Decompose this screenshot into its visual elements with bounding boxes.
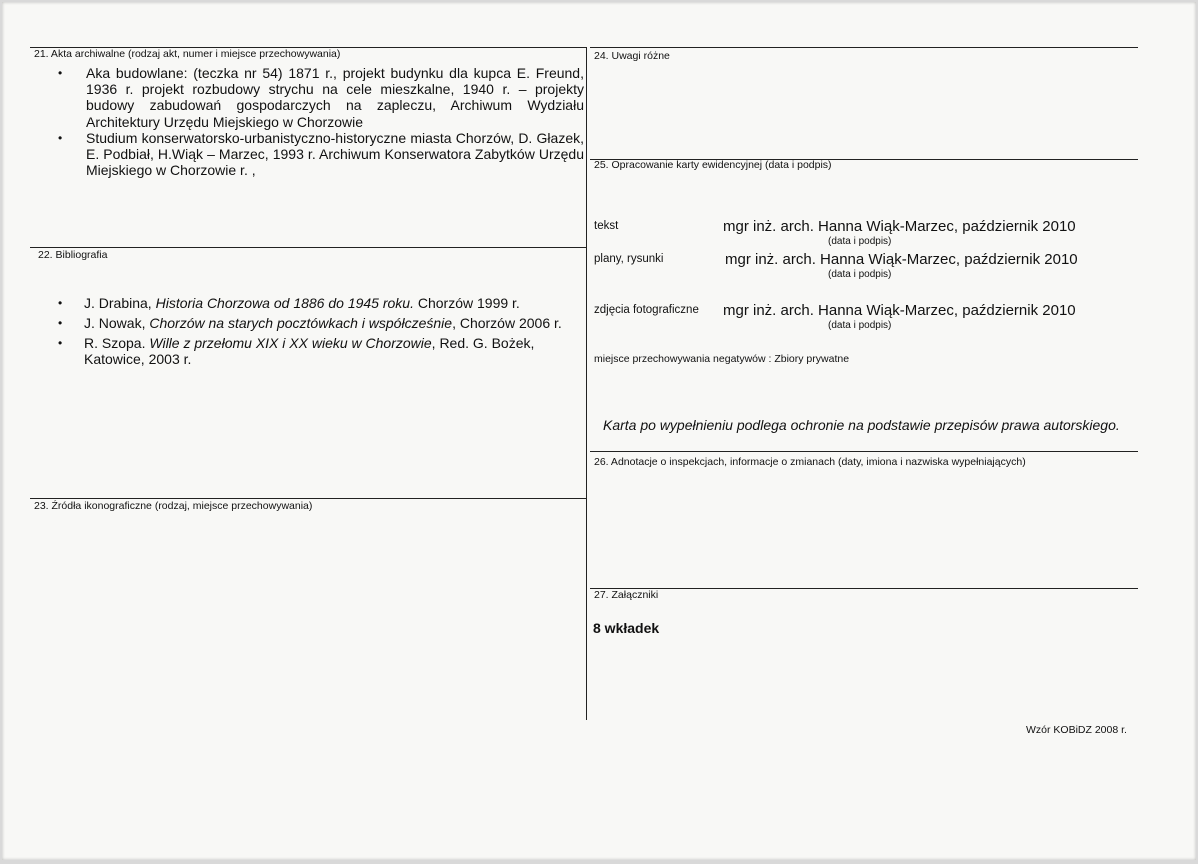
bullet: • [58, 336, 63, 350]
bib-details: Chorzów 1999 r. [413, 295, 520, 311]
bibliography-item-1 [84, 295, 520, 311]
bib-details: , Chorzów 2006 r. [452, 315, 562, 331]
bibliography-item-3 [84, 335, 534, 367]
bib-details: , Red. G. Bożek, [431, 335, 535, 351]
archive-item-2: Studium konserwatorsko-urbanistyczno-historyczne miasta Chorzów, D. Głazek, E. Podbiał, H.Wiąk – Marzec, 1993 r. Archiwum Konserwatora Zabytków Urzędu Miejskiego w Chorzowie r. , [86, 130, 584, 179]
divider-23 [30, 498, 586, 499]
record-card-sheet [2, 2, 1196, 860]
bib-author: J. Nowak, [84, 315, 150, 331]
row-label-text: tekst [594, 220, 619, 232]
row-label-photos: zdjęcia fotograficzne [594, 304, 699, 316]
row-label-plans: plany, rysunki [594, 253, 664, 265]
bullet: • [58, 316, 63, 330]
section-25-label: 25. Opracowanie karty ewidencyjnej (data i podpis) [594, 159, 832, 171]
section-23-label: 23. Źródła ikonograficzne (rodzaj, miejsce przechowywania) [34, 500, 313, 512]
row-value-text: mgr inż. arch. Hanna Wiąk-Marzec, październik 2010 [723, 218, 1076, 235]
row-value-photos: mgr inż. arch. Hanna Wiąk-Marzec, październik 2010 [723, 302, 1076, 319]
section-22-label: 22. Bibliografia [38, 249, 108, 261]
row-note-plans: (data i podpis) [828, 269, 892, 280]
bib-author: R. Szopa. [84, 335, 150, 351]
negatives-value: Zbiory prywatne [774, 353, 850, 365]
row-note-photos: (data i podpis) [828, 320, 892, 331]
copyright-notice: Karta po wypełnieniu podlega ochronie na podstawie przepisów prawa autorskiego. [603, 417, 1120, 433]
bib-title: Historia Chorzowa od 1886 do 1945 roku. [155, 295, 414, 311]
divider-vertical [586, 47, 587, 720]
bibliography-item-2 [84, 315, 562, 331]
bib-title: Wille z przełomu XIX i XX wieku w Chorzowie [149, 335, 432, 351]
row-value-plans: mgr inż. arch. Hanna Wiąk-Marzec, październik 2010 [725, 251, 1078, 268]
bullet: • [58, 66, 63, 80]
attachments-value: 8 wkładek [593, 620, 660, 636]
bib-author: J. Drabina, [84, 295, 156, 311]
bullet: • [58, 131, 63, 145]
section-21-label: 21. Akta archiwalne (rodzaj akt, numer i miejsce przechowywania) [34, 48, 341, 60]
negatives-label: miejsce przechowywania negatywów : [594, 353, 772, 365]
archive-item-1: Aka budowlane: (teczka nr 54) 1871 r., projekt budynku dla kupca E. Freund, 1936 r. projekt rozbudowy strychu na cele mieszkalne, 1940 r. – projekty budowy zabudowań gospodarczych na zapleczu, Archiwum Wydziału Architektury Urzędu Miejskiego w Chorzowie [86, 65, 584, 130]
divider-top-right [590, 47, 1138, 48]
negatives-location [594, 353, 849, 365]
divider-26 [590, 451, 1138, 452]
form-template-footer: Wzór KOBiDZ 2008 r. [1026, 724, 1127, 736]
row-note-text: (data i podpis) [828, 236, 892, 247]
bullet: • [58, 296, 63, 310]
section-27-label: 27. Załączniki [594, 589, 659, 601]
section-24-label: 24. Uwagi różne [594, 50, 670, 62]
bib-details: Katowice, 2003 r. [84, 351, 192, 368]
section-26-label: 26. Adnotacje o inspekcjach, informacje o zmianach (daty, imiona i nazwiska wypełniających) [594, 456, 1026, 468]
divider-22 [30, 247, 586, 248]
bib-title: Chorzów na starych pocztówkach i współcześnie [149, 315, 453, 331]
divider-27 [590, 588, 1138, 589]
